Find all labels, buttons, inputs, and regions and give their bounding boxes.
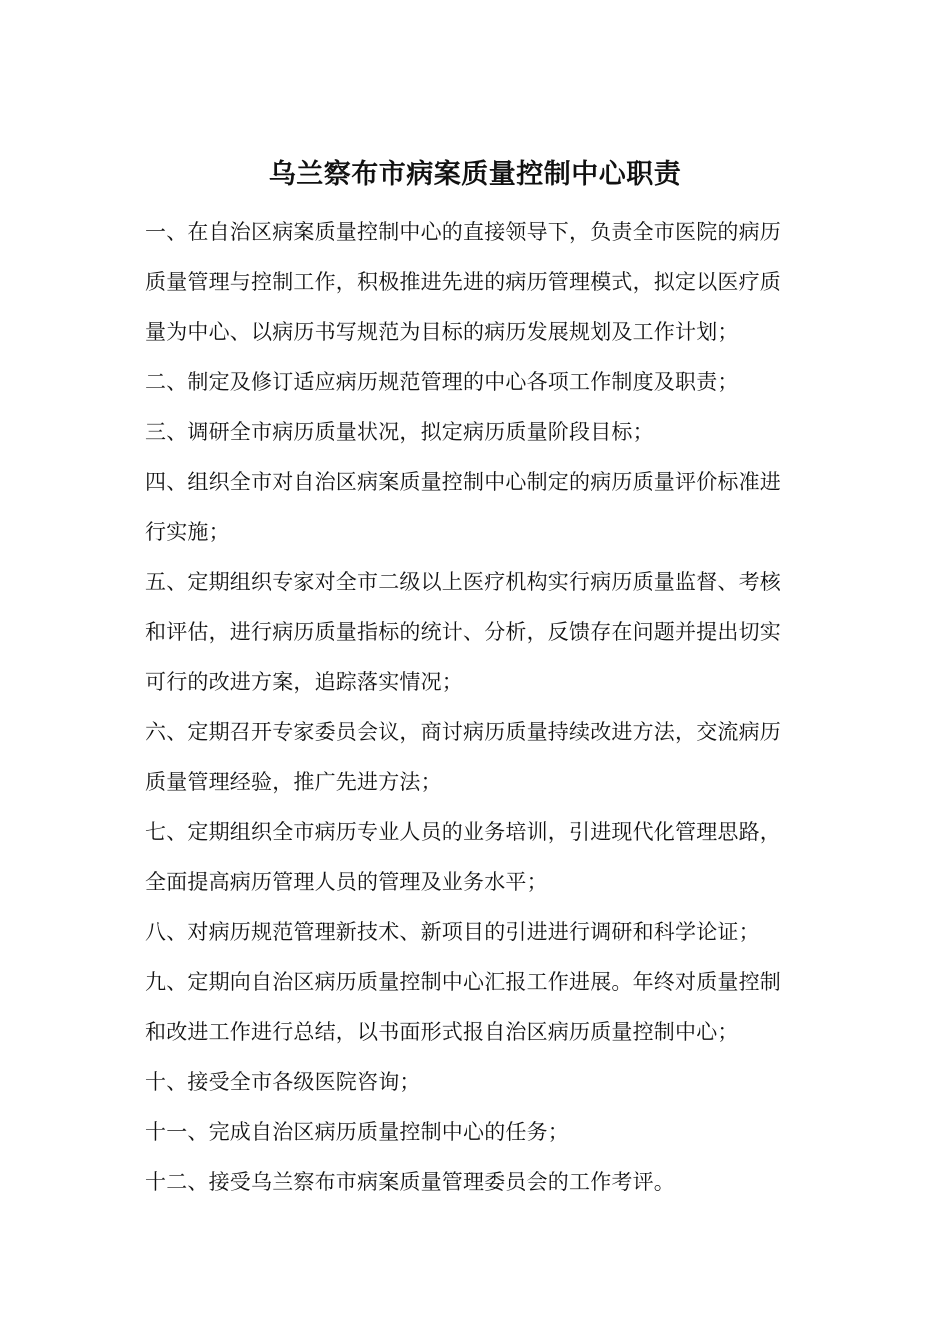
text-line: 量为中心、以病历书写规范为目标的病历发展规划及工作计划； (145, 320, 739, 344)
text-line: 全面提高病历管理人员的管理及业务水平； (145, 870, 548, 894)
text-line: 十一、完成自治区病历质量控制中心的任务； (145, 1120, 569, 1144)
text-line: 八、对病历规范管理新技术、新项目的引进进行调研和科学论证； (145, 920, 760, 944)
text-line: 三、调研全市病历质量状况，拟定病历质量阶段目标； (145, 420, 654, 444)
text-line: 七、定期组织全市病历专业人员的业务培训，引进现代化管理思路， (145, 820, 781, 844)
text-line: 和评估，进行病历质量指标的统计、分析，反馈存在问题并提出切实 (145, 620, 781, 644)
text-line: 十、接受全市各级医院咨询； (145, 1070, 421, 1094)
text-line: 九、定期向自治区病历质量控制中心汇报工作进展。年终对质量控制 (145, 970, 781, 994)
text-line: 行实施； (145, 520, 230, 544)
text-line: 六、定期召开专家委员会议，商讨病历质量持续改进方法，交流病历 (145, 720, 781, 744)
text-line: 五、定期组织专家对全市二级以上医疗机构实行病历质量监督、考核 (145, 570, 781, 594)
text-line: 可行的改进方案，追踪落实情况； (145, 670, 463, 694)
text-line: 四、组织全市对自治区病案质量控制中心制定的病历质量评价标准进 (145, 470, 781, 494)
text-line: 质量管理与控制工作，积极推进先进的病历管理模式，拟定以医疗质 (145, 270, 781, 294)
text-line: 一、在自治区病案质量控制中心的直接领导下，负责全市医院的病历 (145, 220, 781, 244)
text-line: 二、制定及修订适应病历规范管理的中心各项工作制度及职责； (145, 370, 739, 394)
document-title: 乌兰察布市病案质量控制中心职责 (268, 159, 682, 190)
text-line: 十二、接受乌兰察布市病案质量管理委员会的工作考评。 (145, 1170, 675, 1194)
text-line: 和改进工作进行总结，以书面形式报自治区病历质量控制中心； (145, 1020, 739, 1044)
text-line: 质量管理经验，推广先进方法； (145, 770, 442, 794)
